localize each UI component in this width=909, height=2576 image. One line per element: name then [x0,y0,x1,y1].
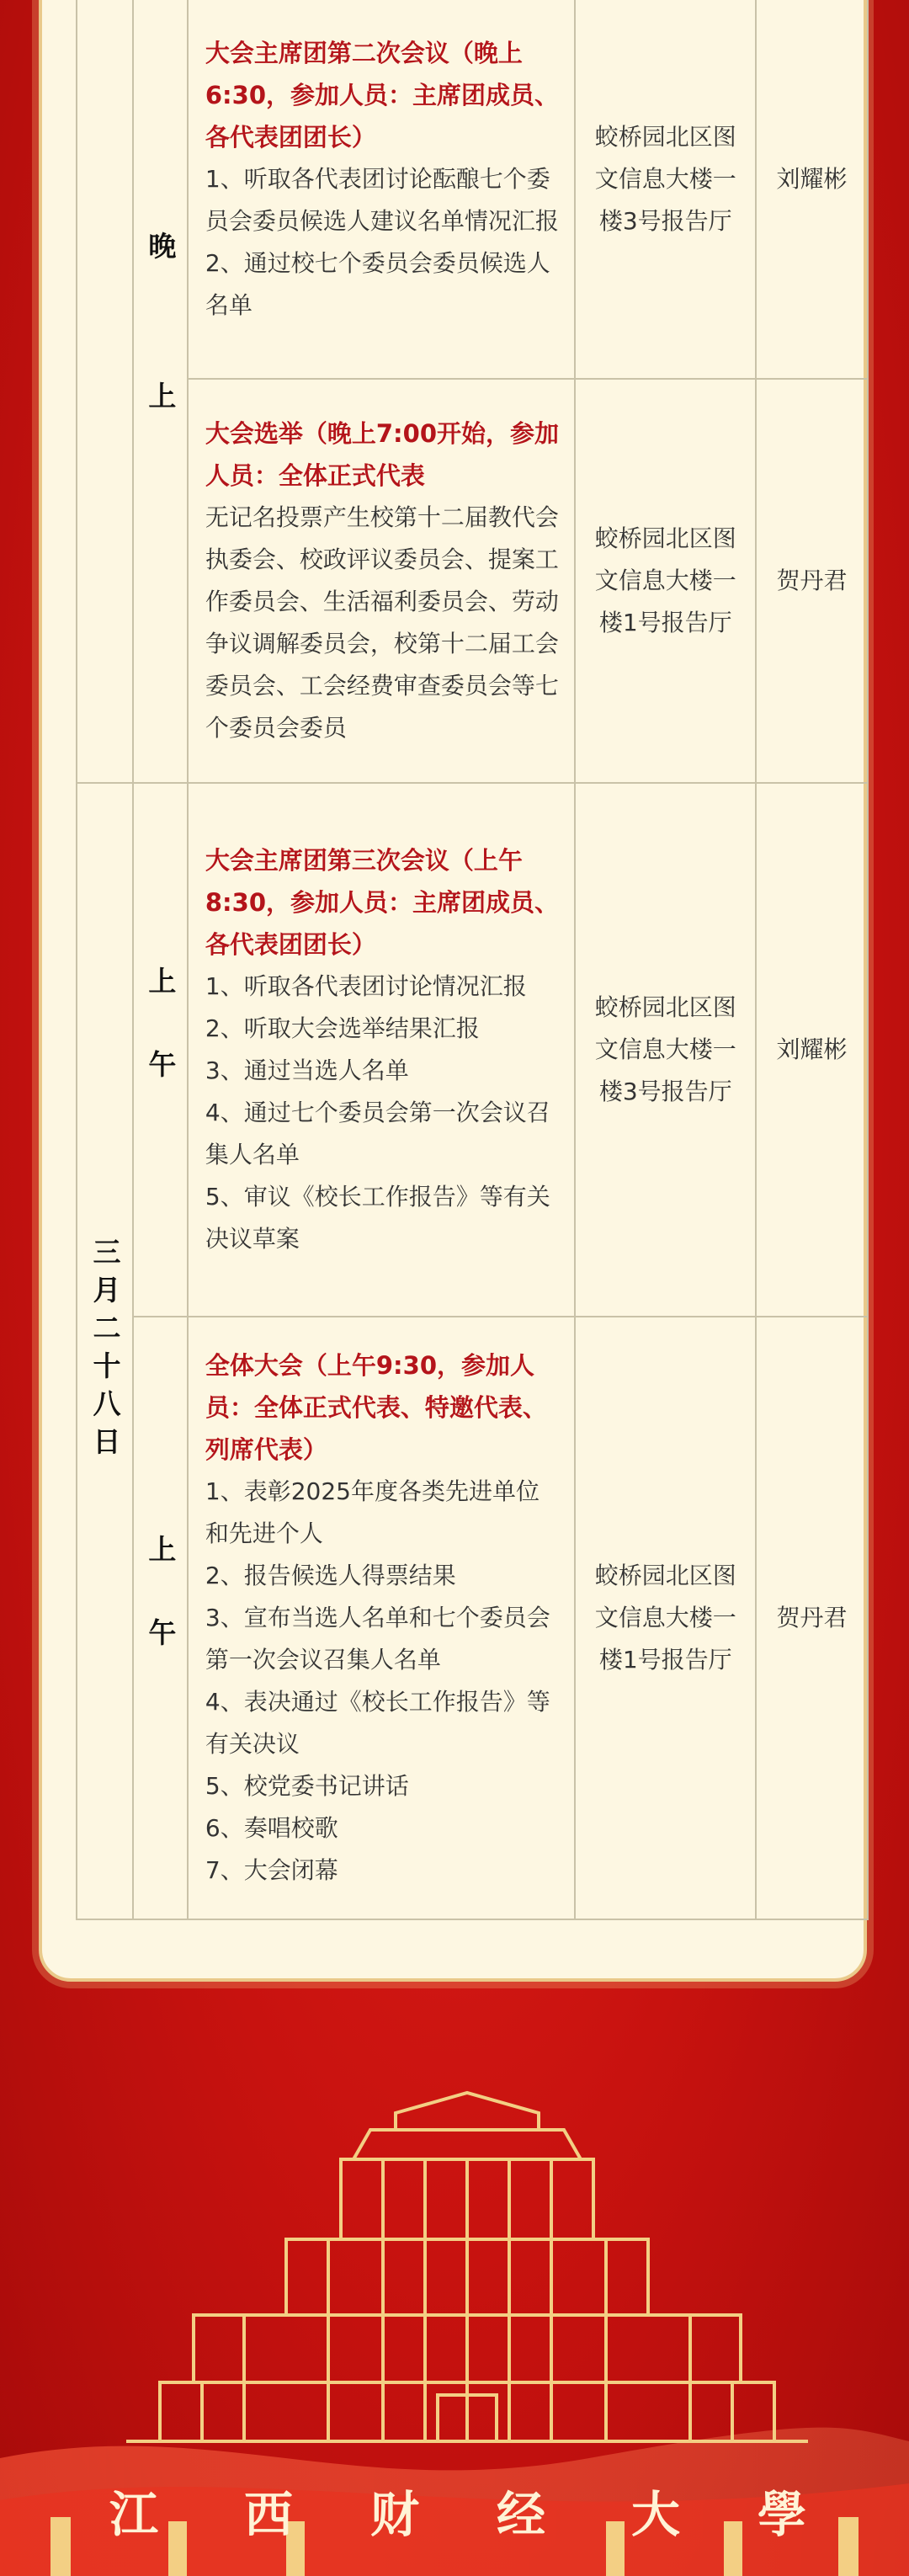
agenda-line: 1、听取各代表团讨论情况汇报 [205,972,527,1000]
table-row [77,379,868,783]
university-name-char: 西 [244,2486,294,2543]
agenda-cell [188,0,576,379]
agenda-cell [188,379,576,783]
agenda-cell [188,783,576,1317]
table-row [77,0,868,379]
agenda-line: 1、表彰2025年度各类先进单位和先进个人 [205,1477,540,1547]
university-name-char: 财 [370,2486,420,2543]
agenda-line: 6、奏唱校歌 [205,1814,338,1842]
half-day-label: 晚上 [144,231,178,531]
agenda-line: 2、报告候选人得票结果 [205,1562,456,1589]
university-name-char: 江 [109,2486,159,2543]
person-cell: 贺丹君 [756,379,868,783]
agenda-title: 大会选举（晚上7:00开始，参加人员：全体正式代表 [205,419,560,490]
venue-cell: 蛟桥园北区图文信息大楼一楼3号报告厅 [575,0,756,379]
agenda-line: 无记名投票产生校第十二届教代会执委会、校政评议委员会、提案工作委员会、生活福利委员会、劳动争议调解委员会，校第十二届工会委员会、工会经费审查委员会等七个委员会委员 [205,503,559,742]
person-cell: 刘耀彬 [756,0,868,379]
schedule-card [39,0,867,1982]
schedule-table [76,0,869,1920]
agenda-line: 3、通过当选人名单 [205,1056,409,1084]
person-cell: 贺丹君 [756,1317,868,1919]
half-day-label: 上午 [144,966,178,1133]
day-cell-march-28 [77,783,133,1919]
university-name-char: 经 [497,2486,546,2543]
day-label: 三月二十八日 [88,1237,122,1465]
agenda-cell [188,1317,576,1919]
day-cell-continued [77,0,133,783]
venue-cell: 蛟桥园北区图文信息大楼一楼1号报告厅 [575,379,756,783]
venue-cell: 蛟桥园北区图文信息大楼一楼1号报告厅 [575,1317,756,1919]
footer-illustration [0,2062,909,2576]
university-name-char: 學 [758,2486,807,2543]
agenda-line: 5、校党委书记讲话 [205,1772,409,1800]
table-row [77,783,868,1317]
agenda-line: 2、听取大会选举结果汇报 [205,1014,480,1042]
half-day-cell-morning [133,783,188,1317]
agenda-line: 4、通过七个委员会第一次会议召集人名单 [205,1099,550,1168]
agenda-line: 5、审议《校长工作报告》等有关决议草案 [205,1183,550,1253]
university-name-char: 大 [631,2486,681,2543]
agenda-line: 2、通过校七个委员会委员候选人名单 [205,248,550,319]
agenda-line: 3、宣布当选人名单和七个委员会第一次会议召集人名单 [205,1604,550,1674]
person-cell: 刘耀彬 [756,783,868,1317]
half-day-cell-evening [133,0,188,783]
agenda-line: 4、表决通过《校长工作报告》等有关决议 [205,1688,550,1758]
agenda-title: 大会主席团第二次会议（晚上6:30，参加人员：主席团成员、各代表团团长） [205,38,560,152]
agenda-title: 全体大会（上午9:30，参加人员：全体正式代表、特邀代表、列席代表） [205,1351,547,1464]
half-day-cell-morning [133,1317,188,1919]
agenda-line: 1、听取各代表团讨论酝酿七个委员会委员候选人建议名单情况汇报 [205,164,559,235]
half-day-label: 上午 [144,1535,178,1701]
table-row [77,1317,868,1919]
agenda-title: 大会主席团第三次会议（上午8:30，参加人员：主席团成员、各代表团团长） [205,846,560,959]
venue-cell: 蛟桥园北区图文信息大楼一楼3号报告厅 [575,783,756,1317]
agenda-line: 7、大会闭幕 [205,1856,338,1884]
